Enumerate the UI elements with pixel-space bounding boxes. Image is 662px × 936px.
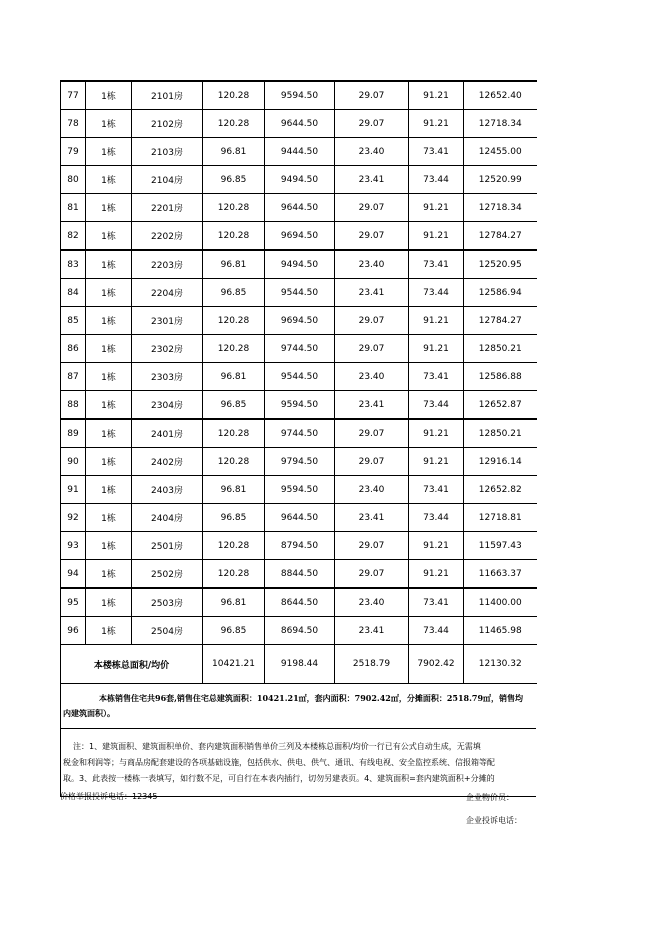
shared-area-cell: 29.07 bbox=[335, 81, 409, 110]
building-area-cell: 96.81 bbox=[203, 476, 265, 504]
inner-area-cell: 73.44 bbox=[409, 504, 464, 532]
shared-area-cell: 29.07 bbox=[335, 560, 409, 589]
table-row bbox=[61, 279, 537, 307]
table-row bbox=[61, 617, 537, 645]
table-row bbox=[61, 504, 537, 532]
unit-number-cell: 2403房 bbox=[132, 476, 203, 504]
table-row bbox=[61, 588, 537, 617]
shared-area-cell: 29.07 bbox=[335, 532, 409, 560]
building-cell: 1栋 bbox=[86, 617, 132, 645]
row-number-cell: 79 bbox=[61, 138, 86, 166]
shared-area-cell: 23.40 bbox=[335, 588, 409, 617]
row-number-cell: 78 bbox=[61, 110, 86, 138]
unit-number-cell: 2302房 bbox=[132, 335, 203, 363]
building-area-cell: 96.81 bbox=[203, 250, 265, 279]
area-unit-price-cell: 9744.50 bbox=[265, 335, 335, 363]
inner-area-cell: 91.21 bbox=[409, 194, 464, 222]
inner-area-cell: 73.44 bbox=[409, 617, 464, 645]
row-number-cell: 92 bbox=[61, 504, 86, 532]
summary-row bbox=[61, 645, 537, 684]
inner-unit-price-cell: 12586.88 bbox=[464, 363, 537, 391]
area-unit-price-cell: 9644.50 bbox=[265, 194, 335, 222]
shared-area-cell: 23.41 bbox=[335, 166, 409, 194]
inner-area-cell: 73.44 bbox=[409, 279, 464, 307]
price-officer: 企业物价员： bbox=[466, 793, 514, 802]
inner-area-cell: 73.41 bbox=[409, 363, 464, 391]
table-row bbox=[61, 166, 537, 194]
building-cell: 1栋 bbox=[86, 250, 132, 279]
table-row bbox=[61, 335, 537, 363]
area-unit-price-cell: 9644.50 bbox=[265, 504, 335, 532]
building-cell: 1栋 bbox=[86, 391, 132, 420]
building-cell: 1栋 bbox=[86, 532, 132, 560]
building-cell: 1栋 bbox=[86, 166, 132, 194]
summary-avg-price: 9198.44 bbox=[265, 645, 335, 684]
shared-area-cell: 29.07 bbox=[335, 307, 409, 335]
building-area-cell: 96.85 bbox=[203, 391, 265, 420]
unit-number-cell: 2102房 bbox=[132, 110, 203, 138]
shared-area-cell: 23.40 bbox=[335, 250, 409, 279]
shared-area-cell: 23.41 bbox=[335, 504, 409, 532]
inner-unit-price-cell: 12455.00 bbox=[464, 138, 537, 166]
row-number-cell: 89 bbox=[61, 419, 86, 448]
shared-area-cell: 23.40 bbox=[335, 138, 409, 166]
inner-unit-price-cell: 12652.82 bbox=[464, 476, 537, 504]
building-area-cell: 120.28 bbox=[203, 532, 265, 560]
building-cell: 1栋 bbox=[86, 419, 132, 448]
shared-area-cell: 29.07 bbox=[335, 194, 409, 222]
shared-area-cell: 23.41 bbox=[335, 279, 409, 307]
area-unit-price-cell: 8644.50 bbox=[265, 588, 335, 617]
shared-area-cell: 29.07 bbox=[335, 110, 409, 138]
inner-area-cell: 73.41 bbox=[409, 588, 464, 617]
inner-area-cell: 91.21 bbox=[409, 335, 464, 363]
complaint-phone: 价格举报投诉电话：12345 bbox=[60, 792, 158, 801]
company-complaint-phone: 企业投诉电话： bbox=[466, 816, 522, 825]
building-cell: 1栋 bbox=[86, 194, 132, 222]
table-row bbox=[61, 138, 537, 166]
building-area-cell: 120.28 bbox=[203, 448, 265, 476]
building-cell: 1栋 bbox=[86, 222, 132, 251]
inner-area-cell: 73.41 bbox=[409, 250, 464, 279]
table-row bbox=[61, 110, 537, 138]
inner-unit-price-cell: 12718.34 bbox=[464, 110, 537, 138]
unit-number-cell: 2401房 bbox=[132, 419, 203, 448]
summary-shared-area: 2518.79 bbox=[335, 645, 409, 684]
building-cell: 1栋 bbox=[86, 363, 132, 391]
area-unit-price-cell: 9444.50 bbox=[265, 138, 335, 166]
table-row bbox=[61, 250, 537, 279]
inner-unit-price-cell: 11465.98 bbox=[464, 617, 537, 645]
building-area-cell: 120.28 bbox=[203, 560, 265, 589]
unit-number-cell: 2203房 bbox=[132, 250, 203, 279]
area-unit-price-cell: 9694.50 bbox=[265, 222, 335, 251]
area-unit-price-cell: 9744.50 bbox=[265, 419, 335, 448]
unit-number-cell: 2502房 bbox=[132, 560, 203, 589]
inner-area-cell: 73.41 bbox=[409, 138, 464, 166]
price-sheet bbox=[60, 80, 536, 797]
summary-label: 本楼栋总面积/均价 bbox=[61, 645, 203, 684]
row-number-cell: 86 bbox=[61, 335, 86, 363]
summary-note-line-1: 本栋销售住宅共96套,销售住宅总建筑面积：10421.21㎡，套内面积：7902.42㎡，分摊面积：2518.79㎡，销售均 bbox=[99, 693, 524, 703]
table-row bbox=[61, 560, 537, 589]
row-number-cell: 88 bbox=[61, 391, 86, 420]
inner-unit-price-cell: 12652.87 bbox=[464, 391, 537, 420]
unit-number-cell: 2304房 bbox=[132, 391, 203, 420]
unit-number-cell: 2301房 bbox=[132, 307, 203, 335]
building-area-cell: 120.28 bbox=[203, 222, 265, 251]
area-unit-price-cell: 8694.50 bbox=[265, 617, 335, 645]
unit-number-cell: 2504房 bbox=[132, 617, 203, 645]
area-unit-price-cell: 9594.50 bbox=[265, 81, 335, 110]
area-unit-price-cell: 9544.50 bbox=[265, 363, 335, 391]
building-cell: 1栋 bbox=[86, 279, 132, 307]
summary-note-line-2: 内建筑面积）。 bbox=[63, 708, 115, 718]
shared-area-cell: 23.41 bbox=[335, 391, 409, 420]
inner-unit-price-cell: 12718.34 bbox=[464, 194, 537, 222]
area-unit-price-cell: 9544.50 bbox=[265, 279, 335, 307]
row-number-cell: 93 bbox=[61, 532, 86, 560]
inner-unit-price-cell: 12784.27 bbox=[464, 307, 537, 335]
inner-unit-price-cell: 12784.27 bbox=[464, 222, 537, 251]
inner-area-cell: 91.21 bbox=[409, 532, 464, 560]
shared-area-cell: 23.41 bbox=[335, 617, 409, 645]
table-row bbox=[61, 532, 537, 560]
shared-area-cell: 29.07 bbox=[335, 419, 409, 448]
inner-area-cell: 73.41 bbox=[409, 476, 464, 504]
inner-area-cell: 91.21 bbox=[409, 448, 464, 476]
inner-area-cell: 73.44 bbox=[409, 391, 464, 420]
summary-inner-price: 12130.32 bbox=[464, 645, 537, 684]
table-row bbox=[61, 81, 537, 110]
inner-unit-price-cell: 12850.21 bbox=[464, 335, 537, 363]
shared-area-cell: 23.40 bbox=[335, 476, 409, 504]
unit-number-cell: 2201房 bbox=[132, 194, 203, 222]
shared-area-cell: 29.07 bbox=[335, 222, 409, 251]
building-area-cell: 120.28 bbox=[203, 110, 265, 138]
remarks-line-3: 取。3、此表按一楼栋一表填写，如行数不足，可自行在本表内插行，切勿另建表页。4、建筑面积=套内建筑面积+分摊的 bbox=[63, 774, 495, 783]
unit-number-cell: 2402房 bbox=[132, 448, 203, 476]
building-cell: 1栋 bbox=[86, 307, 132, 335]
row-number-cell: 85 bbox=[61, 307, 86, 335]
building-cell: 1栋 bbox=[86, 448, 132, 476]
building-area-cell: 96.81 bbox=[203, 588, 265, 617]
table-row bbox=[61, 307, 537, 335]
building-cell: 1栋 bbox=[86, 476, 132, 504]
building-area-cell: 96.85 bbox=[203, 166, 265, 194]
remarks-note bbox=[61, 728, 536, 796]
building-cell: 1栋 bbox=[86, 588, 132, 617]
area-unit-price-cell: 8794.50 bbox=[265, 532, 335, 560]
table-body bbox=[61, 81, 537, 645]
table-row bbox=[61, 194, 537, 222]
table-row bbox=[61, 363, 537, 391]
unit-number-cell: 2101房 bbox=[132, 81, 203, 110]
area-unit-price-cell: 9794.50 bbox=[265, 448, 335, 476]
building-area-cell: 96.85 bbox=[203, 617, 265, 645]
inner-unit-price-cell: 12916.14 bbox=[464, 448, 537, 476]
inner-area-cell: 73.44 bbox=[409, 166, 464, 194]
building-area-cell: 120.28 bbox=[203, 194, 265, 222]
building-cell: 1栋 bbox=[86, 110, 132, 138]
building-area-cell: 96.85 bbox=[203, 279, 265, 307]
building-area-cell: 120.28 bbox=[203, 419, 265, 448]
unit-number-cell: 2503房 bbox=[132, 588, 203, 617]
row-number-cell: 77 bbox=[61, 81, 86, 110]
area-unit-price-cell: 9644.50 bbox=[265, 110, 335, 138]
shared-area-cell: 23.40 bbox=[335, 363, 409, 391]
inner-unit-price-cell: 12586.94 bbox=[464, 279, 537, 307]
row-number-cell: 94 bbox=[61, 560, 86, 589]
table-row bbox=[61, 476, 537, 504]
unit-price-table bbox=[60, 80, 537, 684]
unit-number-cell: 2501房 bbox=[132, 532, 203, 560]
building-cell: 1栋 bbox=[86, 504, 132, 532]
area-unit-price-cell: 9494.50 bbox=[265, 250, 335, 279]
inner-area-cell: 91.21 bbox=[409, 81, 464, 110]
summary-note bbox=[61, 684, 536, 728]
building-area-cell: 96.85 bbox=[203, 504, 265, 532]
inner-area-cell: 91.21 bbox=[409, 560, 464, 589]
unit-number-cell: 2103房 bbox=[132, 138, 203, 166]
table-row bbox=[61, 448, 537, 476]
inner-unit-price-cell: 11597.43 bbox=[464, 532, 537, 560]
inner-unit-price-cell: 11400.00 bbox=[464, 588, 537, 617]
area-unit-price-cell: 9494.50 bbox=[265, 166, 335, 194]
shared-area-cell: 29.07 bbox=[335, 335, 409, 363]
inner-unit-price-cell: 12520.95 bbox=[464, 250, 537, 279]
building-area-cell: 96.81 bbox=[203, 138, 265, 166]
remarks-line-1: 注：1、建筑面积、建筑面积单价、套内建筑面积销售单价三列及本楼栋总面积/均价一行已有公式自动生成，无需填 bbox=[73, 742, 481, 751]
unit-number-cell: 2404房 bbox=[132, 504, 203, 532]
row-number-cell: 84 bbox=[61, 279, 86, 307]
building-area-cell: 96.81 bbox=[203, 363, 265, 391]
building-cell: 1栋 bbox=[86, 138, 132, 166]
building-cell: 1栋 bbox=[86, 335, 132, 363]
row-number-cell: 90 bbox=[61, 448, 86, 476]
inner-unit-price-cell: 12718.81 bbox=[464, 504, 537, 532]
table-row bbox=[61, 391, 537, 420]
area-unit-price-cell: 8844.50 bbox=[265, 560, 335, 589]
table-row bbox=[61, 222, 537, 251]
area-unit-price-cell: 9694.50 bbox=[265, 307, 335, 335]
remarks-line-2: 税金和利润等；与商品房配套建设的各项基础设施，包括供水、供电、供气、通讯、有线电视、安全监控系统、信报箱等配 bbox=[63, 758, 495, 767]
building-cell: 1栋 bbox=[86, 560, 132, 589]
summary-total-area: 10421.21 bbox=[203, 645, 265, 684]
row-number-cell: 87 bbox=[61, 363, 86, 391]
row-number-cell: 96 bbox=[61, 617, 86, 645]
table-row bbox=[61, 419, 537, 448]
row-number-cell: 91 bbox=[61, 476, 86, 504]
inner-area-cell: 91.21 bbox=[409, 222, 464, 251]
unit-number-cell: 2202房 bbox=[132, 222, 203, 251]
row-number-cell: 82 bbox=[61, 222, 86, 251]
inner-area-cell: 91.21 bbox=[409, 307, 464, 335]
building-cell: 1栋 bbox=[86, 81, 132, 110]
inner-unit-price-cell: 12850.21 bbox=[464, 419, 537, 448]
inner-area-cell: 91.21 bbox=[409, 419, 464, 448]
inner-unit-price-cell: 11663.37 bbox=[464, 560, 537, 589]
area-unit-price-cell: 9594.50 bbox=[265, 476, 335, 504]
unit-number-cell: 2204房 bbox=[132, 279, 203, 307]
shared-area-cell: 29.07 bbox=[335, 448, 409, 476]
area-unit-price-cell: 9594.50 bbox=[265, 391, 335, 420]
row-number-cell: 83 bbox=[61, 250, 86, 279]
inner-unit-price-cell: 12652.40 bbox=[464, 81, 537, 110]
unit-number-cell: 2303房 bbox=[132, 363, 203, 391]
row-number-cell: 81 bbox=[61, 194, 86, 222]
row-number-cell: 80 bbox=[61, 166, 86, 194]
row-number-cell: 95 bbox=[61, 588, 86, 617]
building-area-cell: 120.28 bbox=[203, 307, 265, 335]
summary-inner-area: 7902.42 bbox=[409, 645, 464, 684]
building-area-cell: 120.28 bbox=[203, 335, 265, 363]
notes-block bbox=[60, 684, 536, 797]
building-area-cell: 120.28 bbox=[203, 81, 265, 110]
inner-unit-price-cell: 12520.99 bbox=[464, 166, 537, 194]
unit-number-cell: 2104房 bbox=[132, 166, 203, 194]
inner-area-cell: 91.21 bbox=[409, 110, 464, 138]
